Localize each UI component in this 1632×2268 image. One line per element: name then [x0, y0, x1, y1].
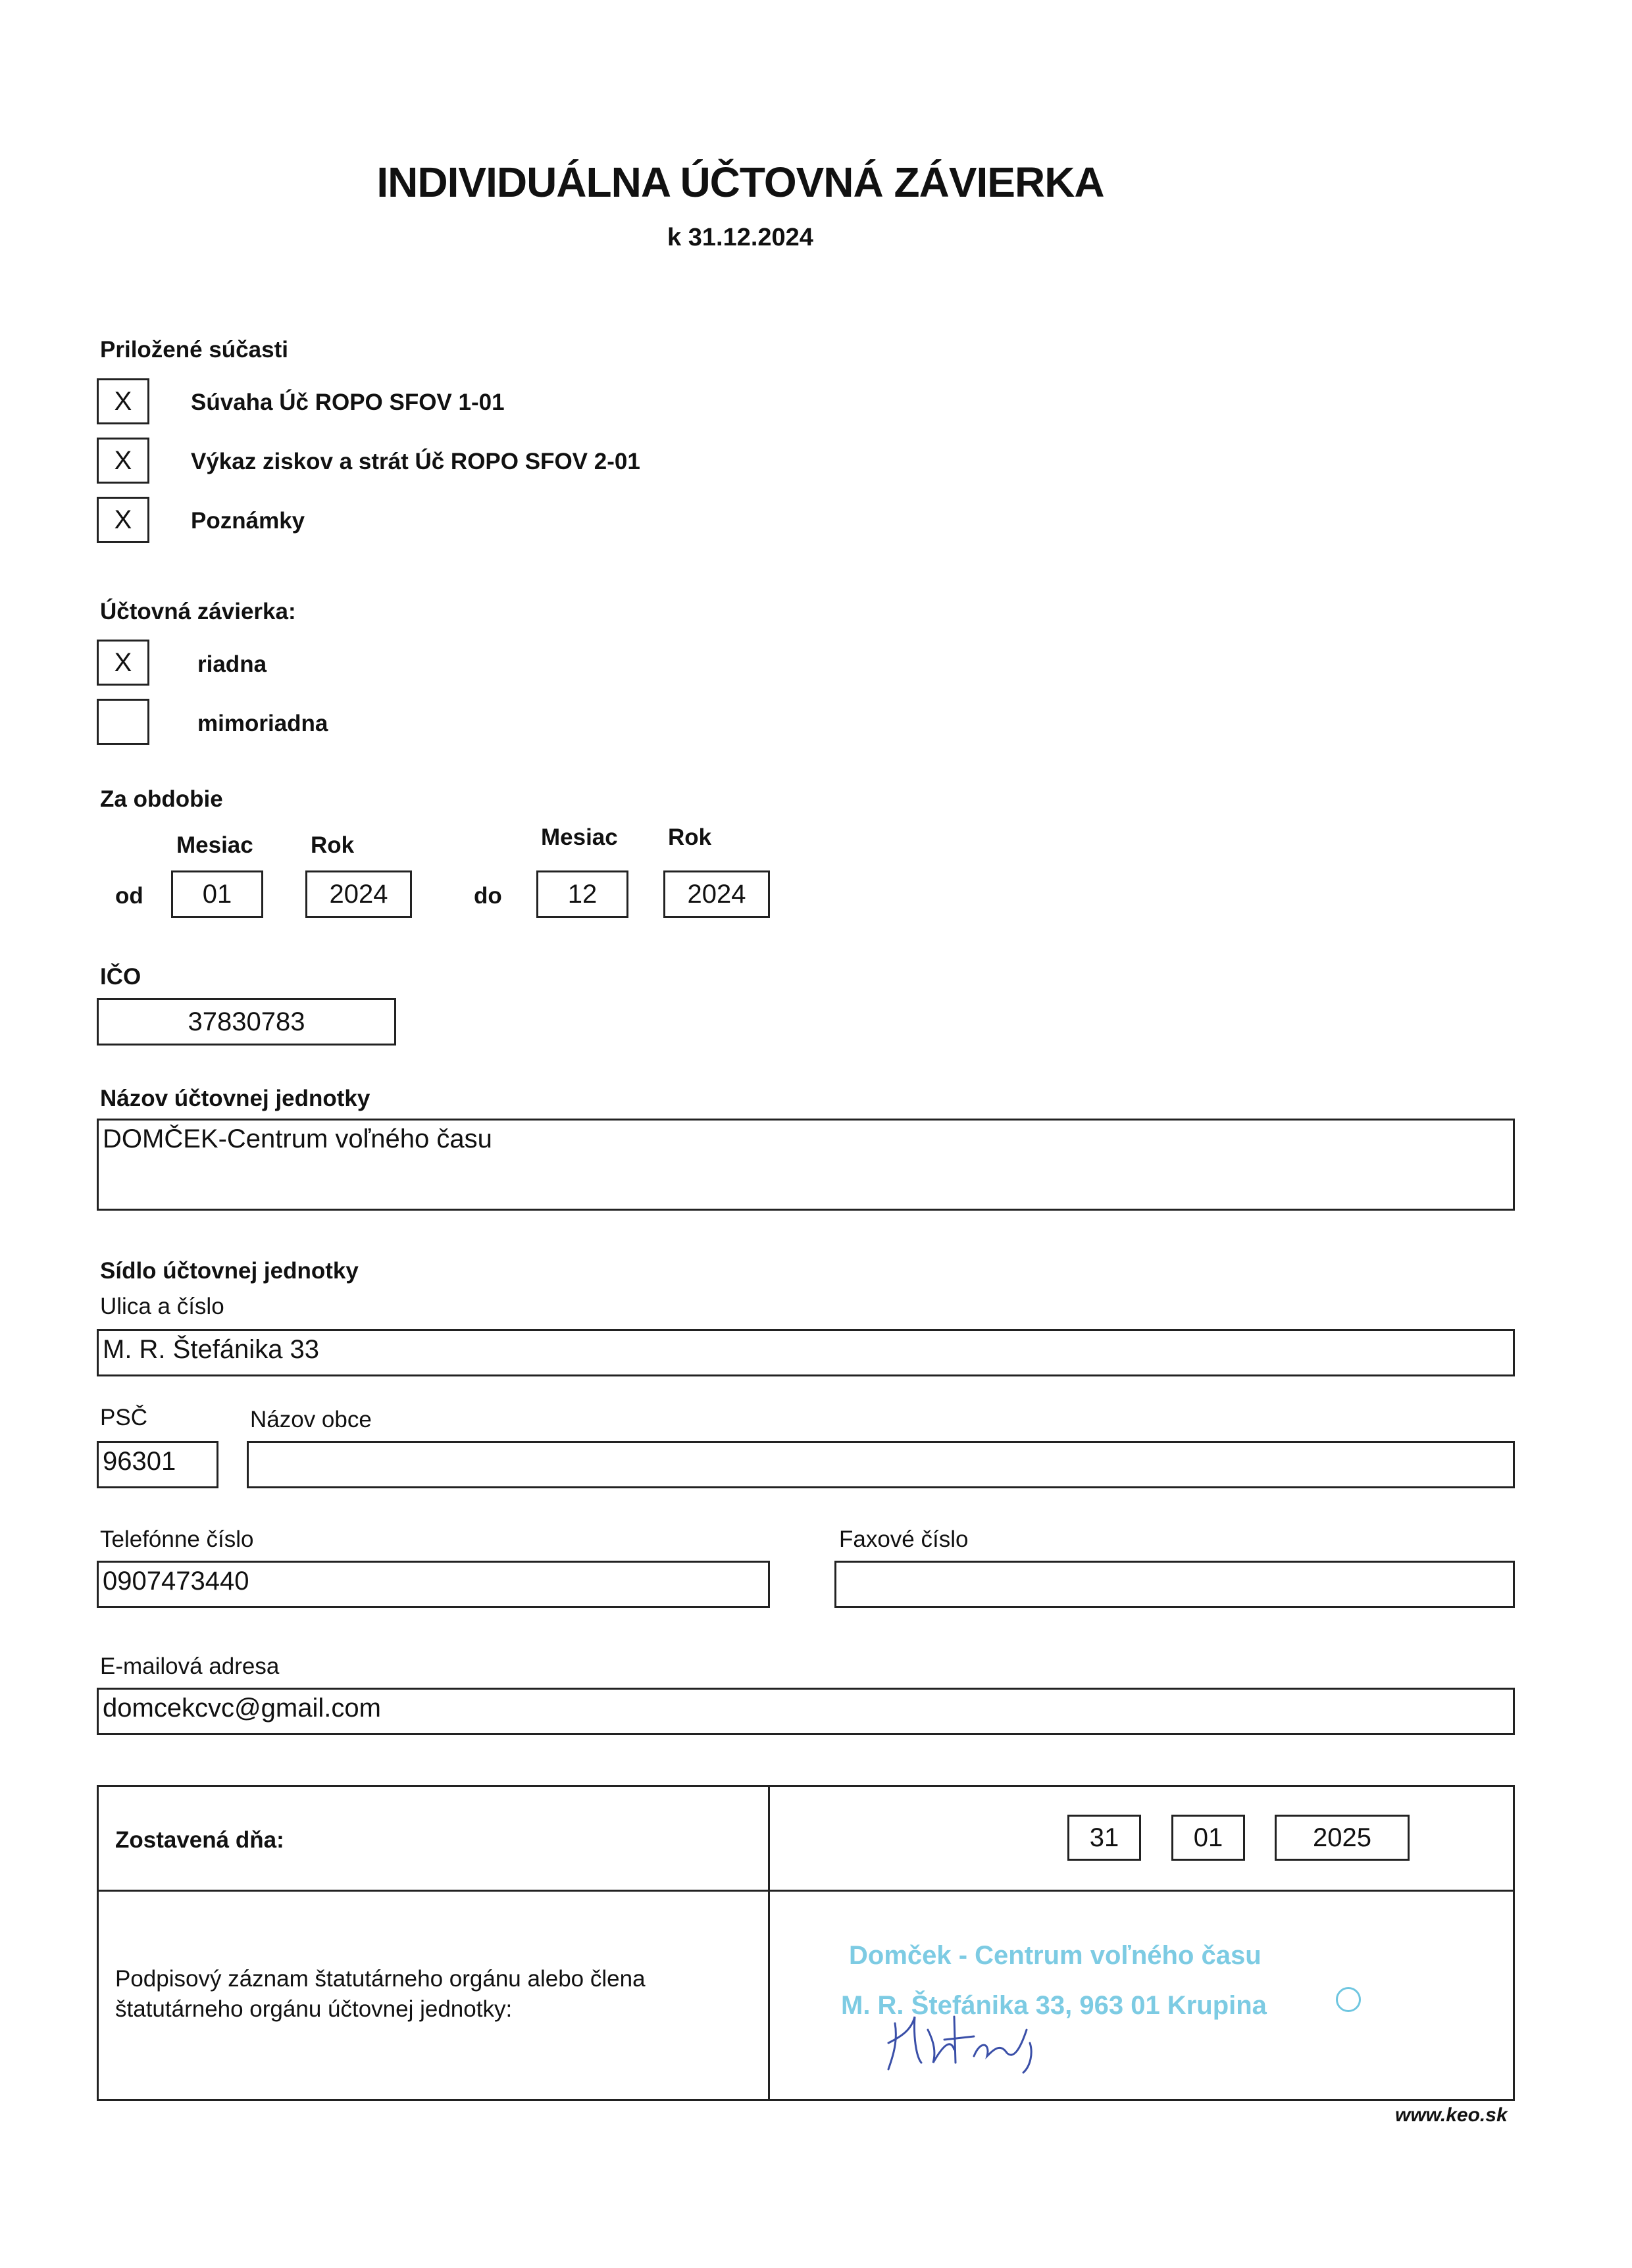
- checkbox-profit-loss[interactable]: [97, 438, 149, 484]
- city-field[interactable]: [247, 1441, 1515, 1488]
- compiled-year-field[interactable]: [1275, 1815, 1410, 1861]
- entity-name-label: Názov účtovnej jednotky: [100, 1086, 370, 1111]
- document-date: k 31.12.2024: [667, 224, 813, 251]
- email-label: E-mailová adresa: [100, 1653, 280, 1679]
- stamp-line2: M. R. Štefánika 33, 963 01 Krupina: [841, 1991, 1267, 2020]
- entity-name-value: DOMČEK-Centrum voľného času: [103, 1124, 492, 1153]
- to-month-field[interactable]: [536, 870, 628, 918]
- compiled-day-field[interactable]: [1067, 1815, 1141, 1861]
- signature-label-line1: Podpisový záznam štatutárneho orgánu alebo člena: [115, 1966, 646, 1992]
- to-month-label: Mesiac: [541, 824, 618, 850]
- phone-field[interactable]: [97, 1561, 770, 1608]
- checkbox-mark: X: [114, 505, 132, 534]
- entity-name-field[interactable]: [97, 1119, 1515, 1211]
- street-label: Ulica a číslo: [100, 1294, 224, 1319]
- phone-label: Telefónne číslo: [100, 1526, 254, 1552]
- stamp-seal-icon: [1336, 1987, 1361, 2012]
- street-value: M. R. Štefánika 33: [103, 1335, 320, 1364]
- document-title: INDIVIDUÁLNA ÚČTOVNÁ ZÁVIERKA: [376, 159, 1104, 206]
- compiled-day-value: 31: [1089, 1823, 1119, 1852]
- street-field[interactable]: [97, 1329, 1515, 1376]
- checkbox-notes[interactable]: [97, 497, 149, 543]
- to-year-value: 2024: [687, 879, 746, 909]
- from-month-field[interactable]: [171, 870, 263, 918]
- option-label-extraordinary: mimoriadna: [197, 711, 328, 736]
- fax-field[interactable]: [834, 1561, 1515, 1608]
- to-label: do: [474, 883, 502, 909]
- table-divider-horizontal: [97, 1890, 1515, 1892]
- phone-value: 0907473440: [103, 1567, 249, 1596]
- zip-label: PSČ: [100, 1405, 147, 1430]
- footer-website[interactable]: www.keo.sk: [1395, 2104, 1508, 2126]
- to-year-label: Rok: [668, 824, 712, 850]
- from-year-label: Rok: [311, 832, 355, 858]
- attachment-label-balance-sheet: Súvaha Úč ROPO SFOV 1-01: [191, 390, 505, 415]
- to-month-value: 12: [567, 879, 598, 909]
- to-year-field[interactable]: [663, 870, 770, 918]
- ico-value: 37830783: [188, 1007, 305, 1036]
- ico-label: IČO: [100, 964, 141, 990]
- compiled-year-value: 2025: [1313, 1823, 1371, 1852]
- compiled-month-field[interactable]: [1171, 1815, 1245, 1861]
- email-value: domcekcvc@gmail.com: [103, 1694, 381, 1723]
- ico-field[interactable]: [97, 998, 396, 1046]
- compiled-label: Zostavená dňa:: [115, 1827, 284, 1853]
- from-year-field[interactable]: [305, 870, 412, 918]
- signature-label-line2: štatutárneho orgánu účtovnej jednotky:: [115, 1996, 513, 2022]
- from-month-label: Mesiac: [176, 832, 253, 858]
- address-heading: Sídlo účtovnej jednotky: [100, 1258, 359, 1284]
- zip-field[interactable]: [97, 1441, 218, 1488]
- from-label: od: [115, 883, 143, 909]
- option-label-regular: riadna: [197, 651, 267, 677]
- checkbox-mark: X: [114, 647, 132, 677]
- checkbox-mark: X: [114, 386, 132, 416]
- stamp-line1: Domček - Centrum voľného času: [849, 1941, 1262, 1970]
- city-label: Názov obce: [250, 1407, 372, 1432]
- compiled-month-value: 01: [1193, 1823, 1223, 1852]
- from-year-value: 2024: [329, 879, 388, 909]
- handwritten-signature: [882, 2003, 1053, 2076]
- signature-label: [115, 1964, 646, 2025]
- from-month-value: 01: [202, 879, 232, 909]
- table-divider-vertical: [768, 1785, 770, 2101]
- attachments-heading: Priložené súčasti: [100, 337, 288, 363]
- checkbox-extraordinary[interactable]: [97, 699, 149, 745]
- statement-type-heading: Účtovná závierka:: [100, 599, 296, 624]
- attachment-label-profit-loss: Výkaz ziskov a strát Úč ROPO SFOV 2-01: [191, 449, 640, 474]
- attachment-label-notes: Poznámky: [191, 508, 305, 534]
- zip-value: 96301: [103, 1447, 176, 1476]
- fax-label: Faxové číslo: [839, 1526, 969, 1552]
- period-heading: Za obdobie: [100, 786, 223, 812]
- checkbox-mark: X: [114, 445, 132, 475]
- checkbox-balance-sheet[interactable]: [97, 378, 149, 424]
- checkbox-regular[interactable]: [97, 640, 149, 686]
- email-field[interactable]: [97, 1688, 1515, 1735]
